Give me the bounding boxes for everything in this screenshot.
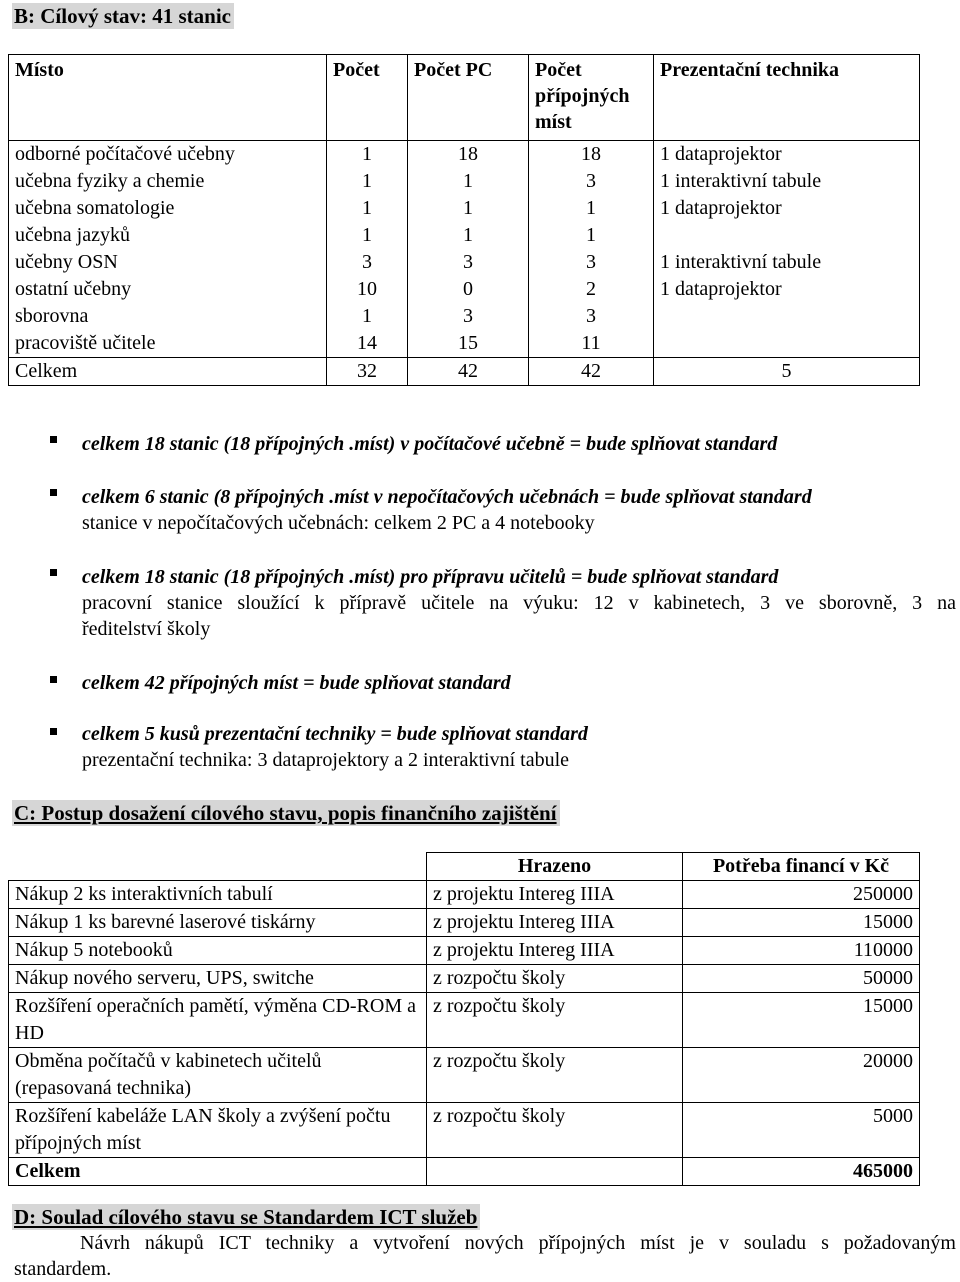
bullet-text: ředitelství školy — [82, 618, 211, 640]
table-row — [9, 330, 920, 358]
cell-connections: 2 — [529, 276, 654, 303]
bullet-text: prezentační technika: 3 dataprojektory a 2 interaktivní tabule — [82, 749, 570, 771]
cell-pc: 3 — [408, 249, 529, 276]
table-row — [9, 249, 920, 276]
cell-connections: 11 — [529, 330, 654, 358]
cell-amount: 15000 — [683, 909, 920, 937]
table-header-row — [9, 853, 920, 881]
bullet-title: celkem 18 stanic (18 přípojných .míst) v počítačové učebně = bude splňovat standard — [82, 433, 778, 455]
cell-item: Rozšíření operačních pamětí, výměna CD-ROM a HD — [9, 993, 427, 1048]
cell-total-connections: 42 — [529, 358, 654, 386]
cell-presentation: 1 interaktivní tabule — [654, 168, 920, 195]
cell-count: 1 — [327, 141, 408, 169]
table-total-row — [9, 1158, 920, 1186]
cell-source: z rozpočtu školy — [427, 1048, 683, 1103]
financing-table — [8, 852, 920, 1186]
header-potreba-financi: Potřeba financí v Kč — [683, 853, 920, 881]
bullet-title: celkem 6 stanic (8 přípojných .míst v nepočítačových učebnách = bude splňovat standard — [82, 486, 812, 508]
cell-presentation: 1 dataprojektor — [654, 195, 920, 222]
section-b-heading: B: Cílový stav: 41 stanic — [12, 3, 234, 29]
cell-source: z rozpočtu školy — [427, 993, 683, 1048]
cell-item: Nákup 1 ks barevné laserové tiskárny — [9, 909, 427, 937]
bullet-title: celkem 18 stanic (18 přípojných .míst) pro přípravu učitelů = bude splňovat standard — [82, 566, 779, 588]
header-hrazeno: Hrazeno — [427, 853, 683, 881]
cell-connections: 1 — [529, 222, 654, 249]
cell-connections: 18 — [529, 141, 654, 169]
cell-source: z projektu Intereg IIIA — [427, 881, 683, 909]
table-row — [9, 222, 920, 249]
cell-amount: 5000 — [683, 1103, 920, 1158]
cell-pc: 1 — [408, 168, 529, 195]
cell-connections: 3 — [529, 303, 654, 330]
cell-item: Nákup 2 ks interaktivních tabulí — [9, 881, 427, 909]
header-misto: Místo — [9, 55, 327, 141]
table-row — [9, 993, 920, 1048]
header-prezentacni-technika: Prezentační technika — [654, 55, 920, 141]
cell-total-amount: 465000 — [683, 1158, 920, 1186]
cell-count: 1 — [327, 222, 408, 249]
cell-source: z projektu Intereg IIIA — [427, 909, 683, 937]
cell-count: 1 — [327, 303, 408, 330]
cell-pc: 3 — [408, 303, 529, 330]
bullet-text: stanice v nepočítačových učebnách: celkem 2 PC a 4 notebooky — [82, 512, 595, 534]
cell-presentation: 1 dataprojektor — [654, 141, 920, 169]
table-row — [9, 1103, 920, 1158]
table-row — [9, 303, 920, 330]
cell-source: z rozpočtu školy — [427, 965, 683, 993]
cell-count: 3 — [327, 249, 408, 276]
header-pocet-pc: Počet PC — [408, 55, 529, 141]
section-d-heading: D: Soulad cílového stavu se Standardem ICT služeb — [12, 1204, 480, 1230]
bullet-marker — [50, 489, 57, 496]
table-row — [9, 909, 920, 937]
cell-place: sborovna — [9, 303, 327, 330]
bullet-marker — [50, 569, 57, 576]
cell-presentation: 1 interaktivní tabule — [654, 249, 920, 276]
bullet-title: celkem 42 přípojných míst = bude splňovat standard — [82, 672, 511, 694]
cell-connections: 1 — [529, 195, 654, 222]
cell-place: pracoviště učitele — [9, 330, 327, 358]
cell-pc: 18 — [408, 141, 529, 169]
cell-amount: 20000 — [683, 1048, 920, 1103]
section-c-heading: C: Postup dosažení cílového stavu, popis finančního zajištění — [12, 800, 560, 826]
cell-amount: 50000 — [683, 965, 920, 993]
target-state-table — [8, 54, 920, 386]
cell-place: odborné počítačové učebny — [9, 141, 327, 169]
bullet-marker — [50, 676, 57, 683]
cell-total-presentation: 5 — [654, 358, 920, 386]
cell-place: ostatní učebny — [9, 276, 327, 303]
cell-pc: 15 — [408, 330, 529, 358]
header-pocet-pripojnych-mist: Počet přípojných míst — [529, 55, 654, 141]
cell-item: Nákup nového serveru, UPS, switche — [9, 965, 427, 993]
cell-amount: 15000 — [683, 993, 920, 1048]
cell-source: z rozpočtu školy — [427, 1103, 683, 1158]
header-blank — [9, 853, 427, 881]
cell-place: učebna somatologie — [9, 195, 327, 222]
table-row — [9, 168, 920, 195]
cell-total-label: Celkem — [9, 358, 327, 386]
cell-source: z projektu Intereg IIIA — [427, 937, 683, 965]
cell-total-label: Celkem — [9, 1158, 427, 1186]
cell-count: 10 — [327, 276, 408, 303]
bullet-marker — [50, 436, 57, 443]
cell-place: učebna fyziky a chemie — [9, 168, 327, 195]
table-row — [9, 276, 920, 303]
cell-pc: 0 — [408, 276, 529, 303]
cell-count: 1 — [327, 195, 408, 222]
table-row — [9, 881, 920, 909]
cell-total-source — [427, 1158, 683, 1186]
cell-connections: 3 — [529, 249, 654, 276]
section-d-text-line2: standardem. — [14, 1258, 112, 1280]
cell-pc: 1 — [408, 195, 529, 222]
cell-presentation — [654, 330, 920, 358]
header-pocet: Počet — [327, 55, 408, 141]
cell-item: Obměna počítačů v kabinetech učitelů (repasovaná technika) — [9, 1048, 427, 1103]
table-row — [9, 195, 920, 222]
bullet-title: celkem 5 kusů prezentační techniky = bude splňovat standard — [82, 723, 588, 745]
table-row — [9, 937, 920, 965]
cell-item: Nákup 5 notebooků — [9, 937, 427, 965]
cell-item: Rozšíření kabeláže LAN školy a zvýšení počtu přípojných míst — [9, 1103, 427, 1158]
cell-count: 1 — [327, 168, 408, 195]
bullet-marker — [50, 728, 57, 735]
cell-count: 14 — [327, 330, 408, 358]
cell-presentation: 1 dataprojektor — [654, 276, 920, 303]
cell-place: učebny OSN — [9, 249, 327, 276]
table-total-row — [9, 358, 920, 386]
cell-pc: 1 — [408, 222, 529, 249]
cell-connections: 3 — [529, 168, 654, 195]
cell-total-count: 32 — [327, 358, 408, 386]
section-d-text-line1: Návrh nákupů ICT techniky a vytvoření nových přípojných míst je v souladu s požadovaným — [80, 1232, 956, 1254]
bullet-text: pracovní stanice sloužící k přípravě učitele na výuku: 12 v kabinetech, 3 ve sborovně, 3 na — [82, 592, 956, 614]
table-row — [9, 1048, 920, 1103]
cell-amount: 250000 — [683, 881, 920, 909]
cell-amount: 110000 — [683, 937, 920, 965]
cell-total-pc: 42 — [408, 358, 529, 386]
cell-presentation — [654, 222, 920, 249]
cell-place: učebna jazyků — [9, 222, 327, 249]
cell-presentation — [654, 303, 920, 330]
table-row — [9, 965, 920, 993]
table-row — [9, 141, 920, 169]
table-header-row — [9, 55, 920, 141]
